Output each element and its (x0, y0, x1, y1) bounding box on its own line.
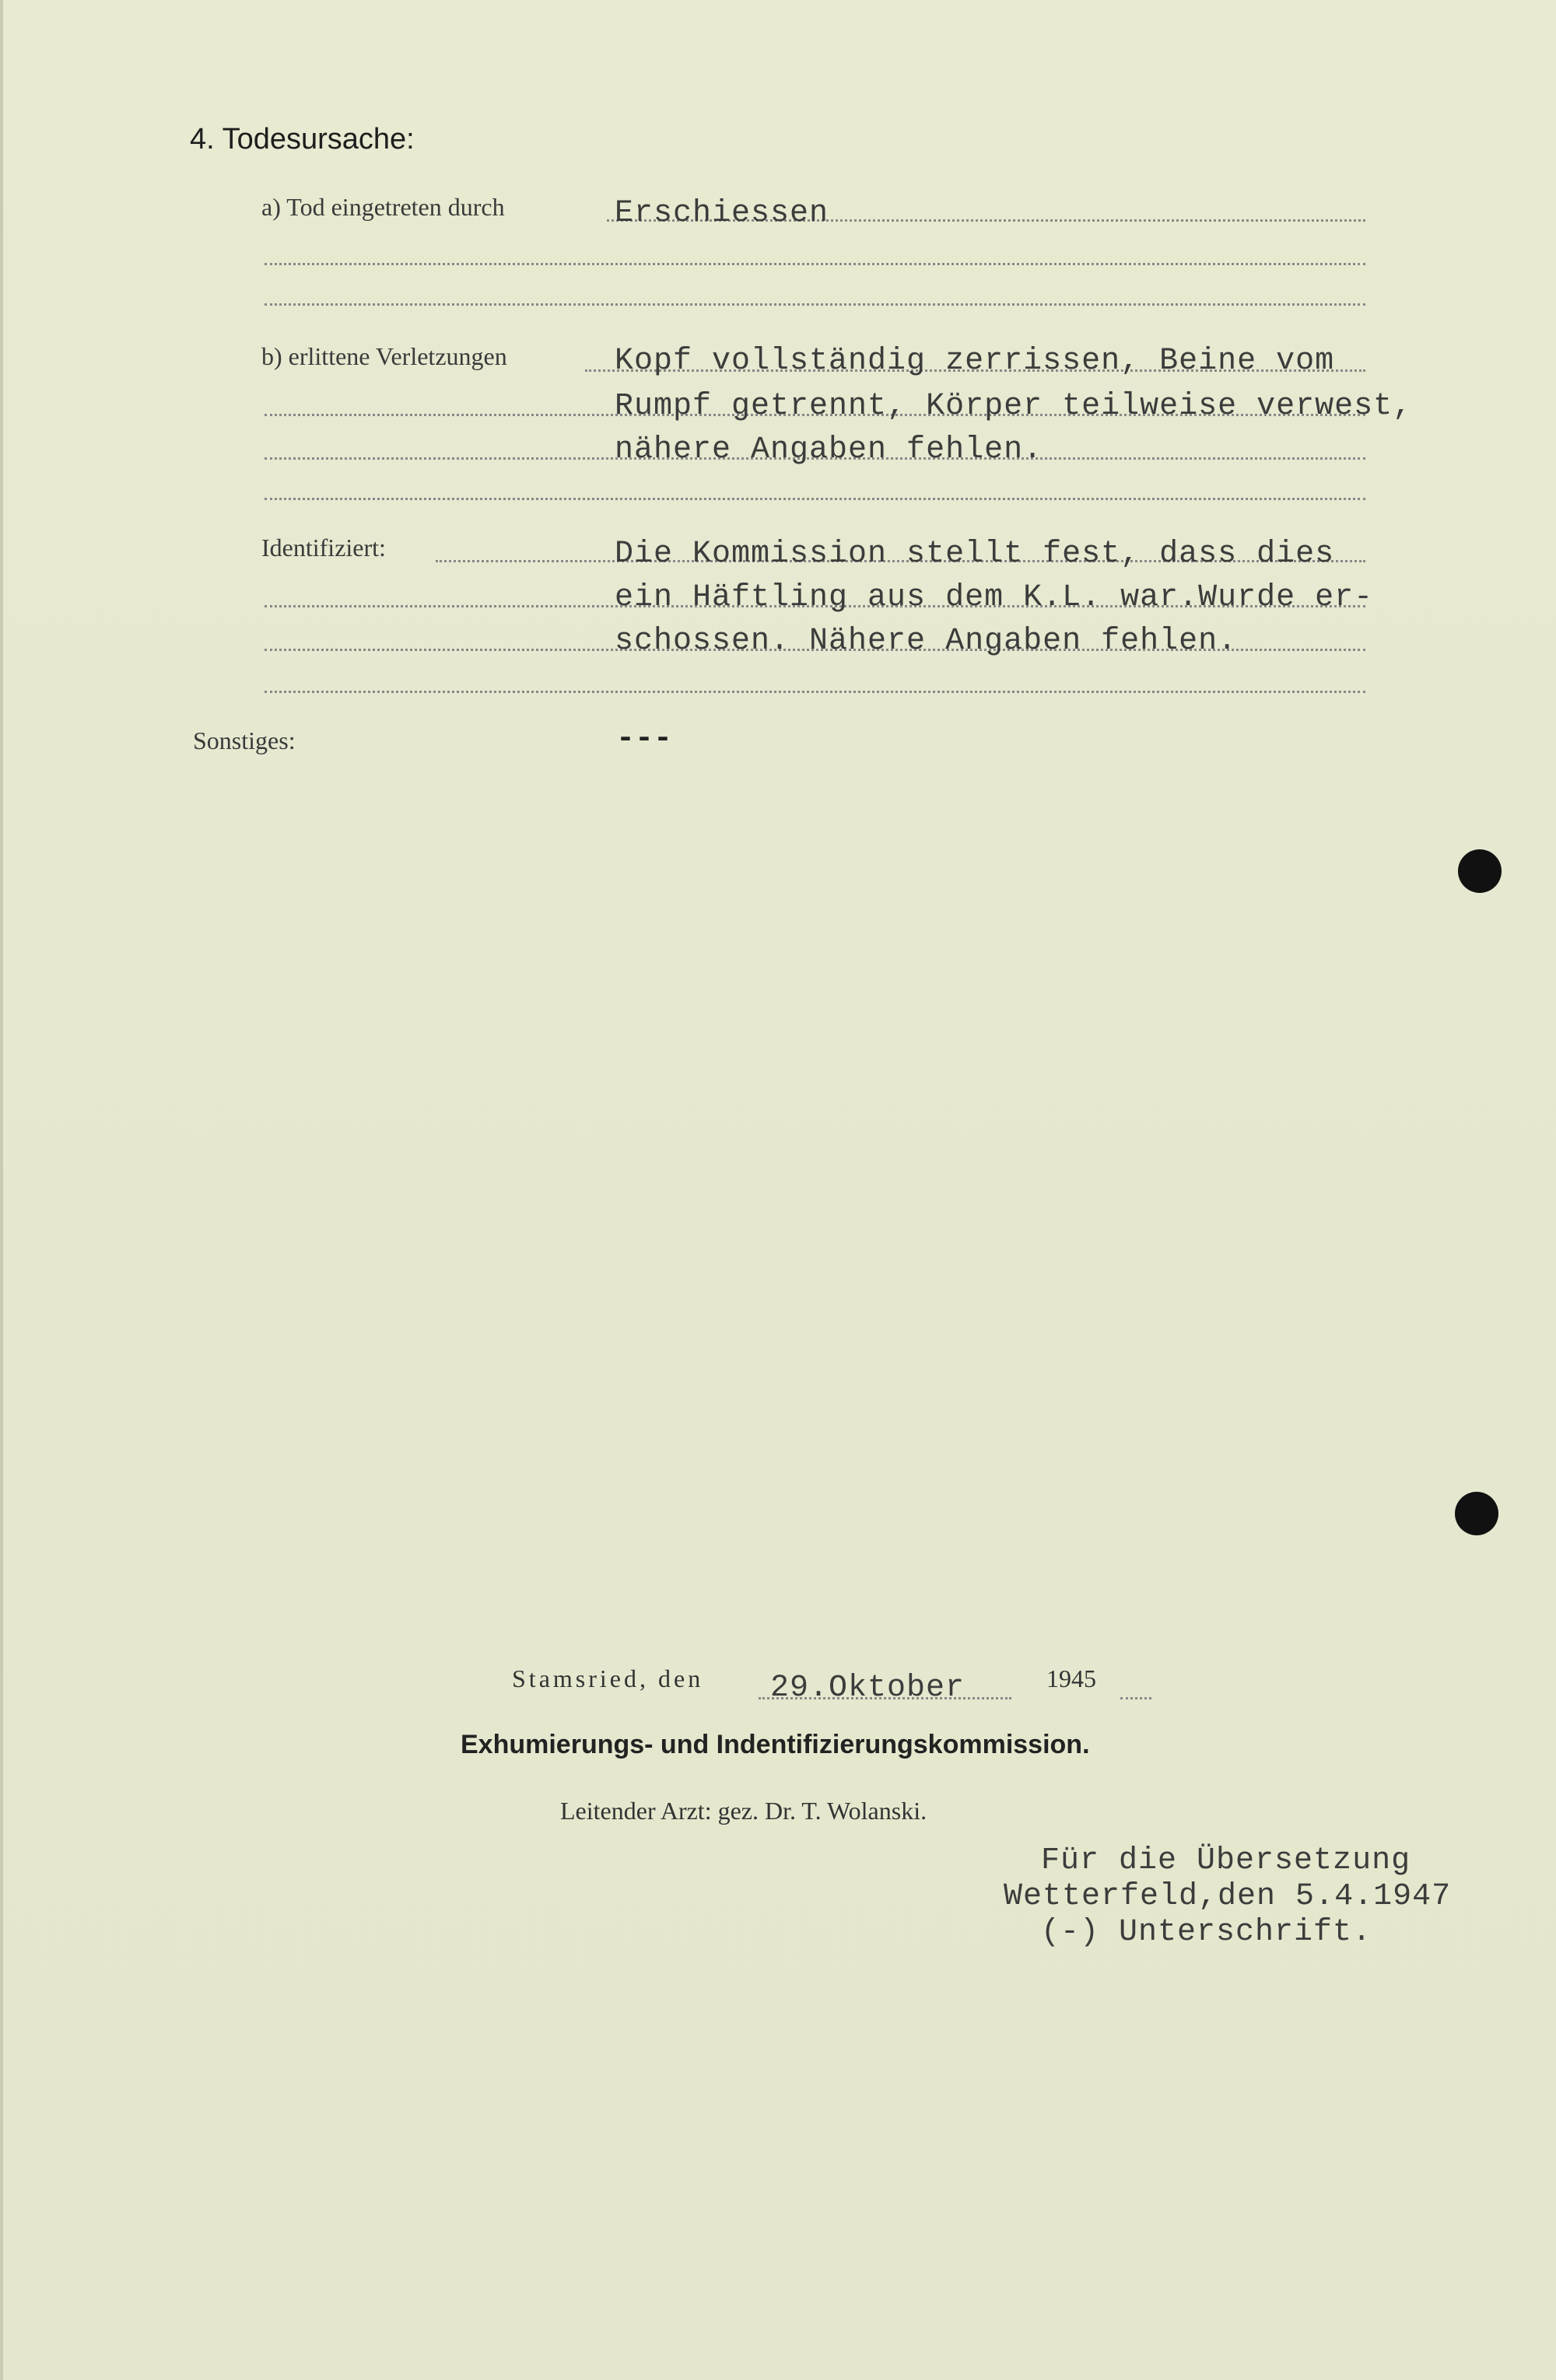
identified-line-3: schossen. Nähere Angaben fehlen. (615, 624, 1238, 659)
translation-line-3: (-) Unterschrift. (1041, 1915, 1372, 1950)
translation-line-2: Wetterfeld,den 5.4.1947 (1004, 1879, 1452, 1914)
identified-line-1: Die Kommission stellt fest, dass dies (615, 537, 1335, 572)
dotted-line (265, 691, 1365, 693)
page-edge (0, 0, 3, 2380)
death-cause-value: Erschiessen (615, 196, 829, 231)
commission-title: Exhumierungs- und Indentifizierungskommission. (461, 1730, 1090, 1759)
injuries-label: b) erlittene Verletzungen (261, 342, 507, 370)
punch-hole (1458, 849, 1502, 893)
doctor-signature: Leitender Arzt: gez. Dr. T. Wolanski. (560, 1797, 927, 1825)
translation-line-1: Für die Übersetzung (1041, 1843, 1411, 1878)
identified-line-2: ein Häftling aus dem K.L. war.Wurde er- (615, 580, 1374, 615)
place-text: Stamsried, den (512, 1664, 704, 1692)
misc-value: --- (616, 722, 673, 757)
injuries-line-1: Kopf vollständig zerrissen, Beine vom (615, 344, 1335, 379)
dotted-line (1120, 1697, 1151, 1699)
dotted-line (265, 263, 1365, 265)
injuries-line-2: Rumpf getrennt, Körper teilweise verwest, (615, 389, 1413, 424)
dotted-line (265, 303, 1365, 306)
misc-label: Sonstiges: (193, 726, 296, 754)
punch-hole (1455, 1492, 1498, 1535)
identified-label: Identifiziert: (261, 534, 386, 562)
injuries-line-3: nähere Angaben fehlen. (615, 432, 1043, 467)
section-heading: 4. Todesursache: (190, 123, 415, 156)
date-value: 29.Oktober (770, 1671, 965, 1706)
dotted-line (265, 498, 1365, 500)
death-cause-label: a) Tod eingetreten durch (261, 193, 505, 221)
year-value: 1945 (1046, 1664, 1096, 1692)
